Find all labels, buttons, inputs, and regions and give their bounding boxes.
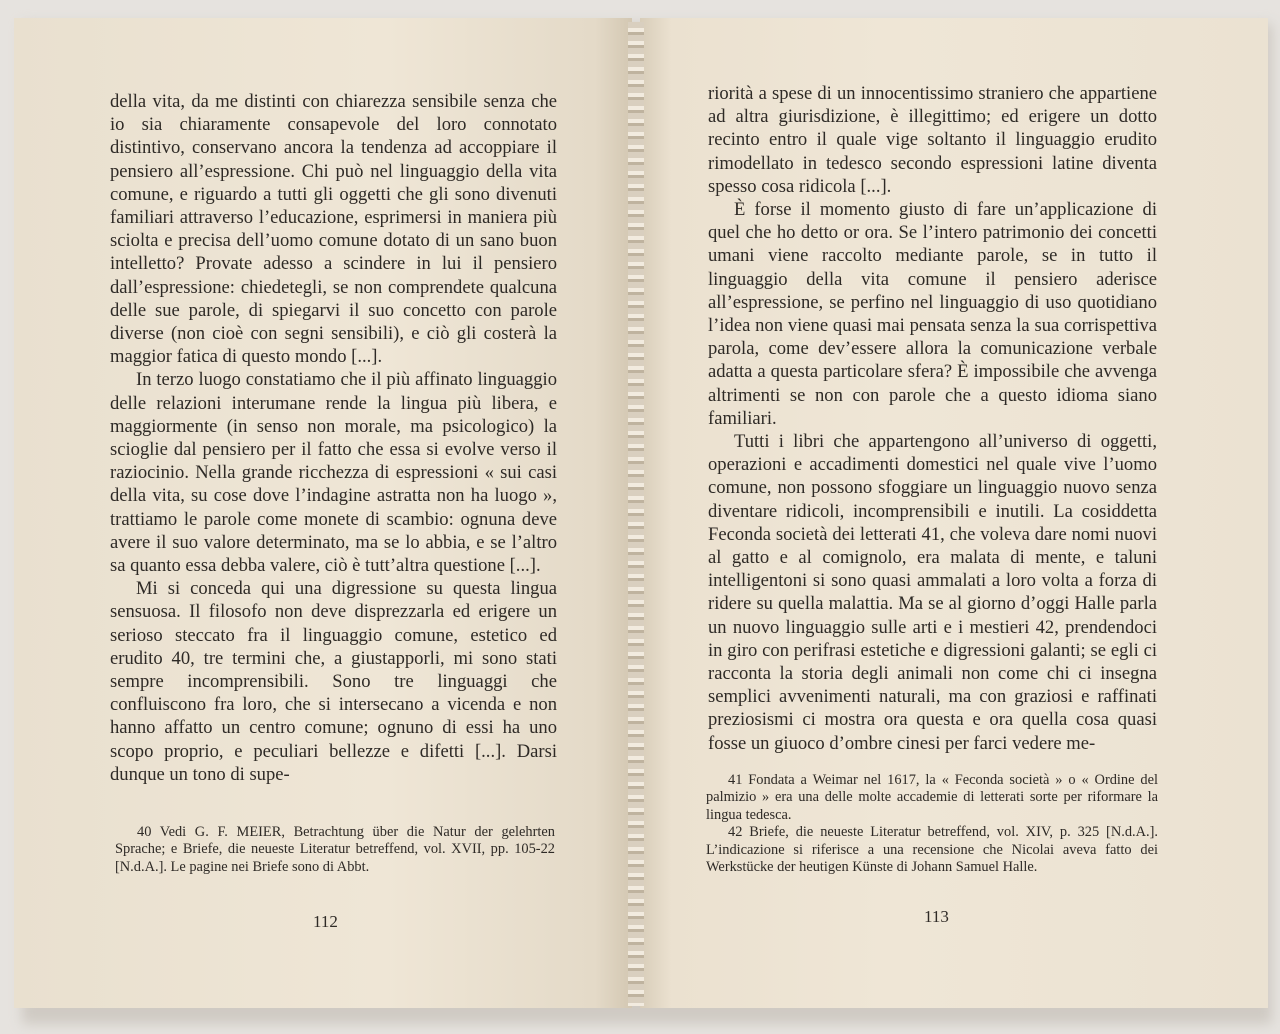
footnote-41: 41 Fondata a Weimar nel 1617, la « Feconda società » o « Ordine del palmizio » era una delle molte accademie di letterati sorte per riformare la lingua tedesca. bbox=[706, 772, 1158, 823]
page-number-right: 113 bbox=[924, 907, 949, 926]
right-footnotes bbox=[706, 772, 1158, 876]
book-spine-gutter bbox=[628, 22, 644, 1006]
right-paragraph-1: riorità a spese di un innocentissimo straniero che appartiene ad altra giurisdizione, è illegittimo; ed erigere un dotto recinto entro il quale vige soltanto il linguaggio erudito rimodellato in tedesco secondo espressioni latine diventa spesso cosa ridicola [...]. bbox=[708, 83, 1157, 197]
footnote-42: 42 Briefe, die neueste Literatur betreffend, vol. XIV, p. 325 [N.d.A.]. L’indicazione si riferisce a una recensione che Nicolai aveva fatto dei Werkstücke der heutigen Künste di Johann Samuel Halle. bbox=[706, 824, 1158, 876]
left-paragraph-1: della vita, da me distinti con chiarezza sensibile senza che io sia chiaramente consapevole del loro connotato distintivo, conservano ancora la tendenza ad accoppiare il pensiero all’espressione. Chi può nel linguaggio della vita comune, e riguardo a tutti gli oggetti che gli sono divenuti familiari attraverso l’educazione, esprimersi in maniera più sciolta e precisa dell’uomo comune dotato di un sano buon intelletto? Provate adesso a scindere in lui il pensiero dall’espressione: chiedetegli, se non comprendete qualcuna delle sue parole, di spiegarvi il suo concetto con parole diverse (non cioè con segni sensibili), e ciò gli costerà la maggior fatica di questo mondo [...]. bbox=[110, 91, 557, 368]
left-paragraph-3: Mi si conceda qui una digressione su questa lingua sensuosa. Il filosofo non deve disprezzarla ed erigere un serioso steccato fra il linguaggio comune, estetico ed erudito 40, tre termini che, a giustapporli, mi sono stati sempre incomprensibili. Sono tre linguaggi che confluiscono fra loro, che si intersecano a vicenda e non hanno affatto un centro comune; ognuno di essi ha uno scopo proprio, e peculiari bellezze e difetti [...]. Darsi dunque un tono di supe- bbox=[110, 578, 557, 785]
left-paragraph-2: In terzo luogo constatiamo che il più affinato linguaggio delle relazioni interumane rende la lingua più libera, e maggiormente (in senso non morale, ma psicologico) la scioglie dal pensiero per il fatto che essa si evolve verso il raziocinio. Nella grande ricchezza di espressioni « sui casi della vita, su cose dove l’indagine astratta non ha luogo », trattiamo le parole come monete di scambio: ognuna deve avere il suo valore determinato, ma se lo abbia, e se l’altro sa quanto essa debba valere, ciò è tutt’altra questione [...]. bbox=[110, 369, 557, 577]
right-page-body bbox=[708, 82, 1157, 755]
left-page-body bbox=[110, 90, 557, 786]
left-footnotes bbox=[115, 824, 555, 876]
footnote-40: 40 Vedi G. F. MEIER, Betrachtung über die Natur der gelehrten Sprache; e Briefe, die neueste Literatur betreffend, vol. XVII, pp. 105-22 [N.d.A.]. Le pagine nei Briefe sono di Abbt. bbox=[115, 824, 555, 875]
right-paragraph-2: È forse il momento giusto di fare un’applicazione di quel che ho detto or ora. Se l’intero patrimonio dei concetti umani viene raccolto mediante parole, se in tutto il linguaggio della vita comune il pensiero aderisce all’espressione, se perfino nel linguaggio di uso quotidiano l’idea non viene quasi mai pensata senza la sua corrispettiva parola, come dev’essere allora la comunicazione verbale adatta a questa particolare sfera? È impossibile che avvenga altrimenti se non con parole che a questo idioma siano familiari. bbox=[708, 199, 1157, 429]
right-paragraph-3: Tutti i libri che appartengono all’universo di oggetti, operazioni e accadimenti domestici nel quale vive l’uomo comune, non possono sfoggiare un linguaggio nuovo senza diventare ridicoli, incomprensibili e inutili. La cosiddetta Feconda società dei letterati 41, che voleva dare nomi nuovi al gatto e al comignolo, era malata di mente, e taluni intelligentoni si sono quasi ammalati a loro volta a forza di ridere su quella malattia. Ma se al giorno d’oggi Halle parla un nuovo linguaggio sulle arti e i mestieri 42, prendendoci in giro con perifrasi estetiche e digressioni galanti; se egli ci racconta la storia degli animali non come chi ci insegna semplici avvenimenti naturali, ma con graziosi e raffinati preziosismi ci mostra ora questa e ora quella cosa quasi fosse un giuoco d’ombre cinesi per farci vedere me- bbox=[708, 431, 1157, 754]
page-number-left: 112 bbox=[313, 912, 338, 931]
